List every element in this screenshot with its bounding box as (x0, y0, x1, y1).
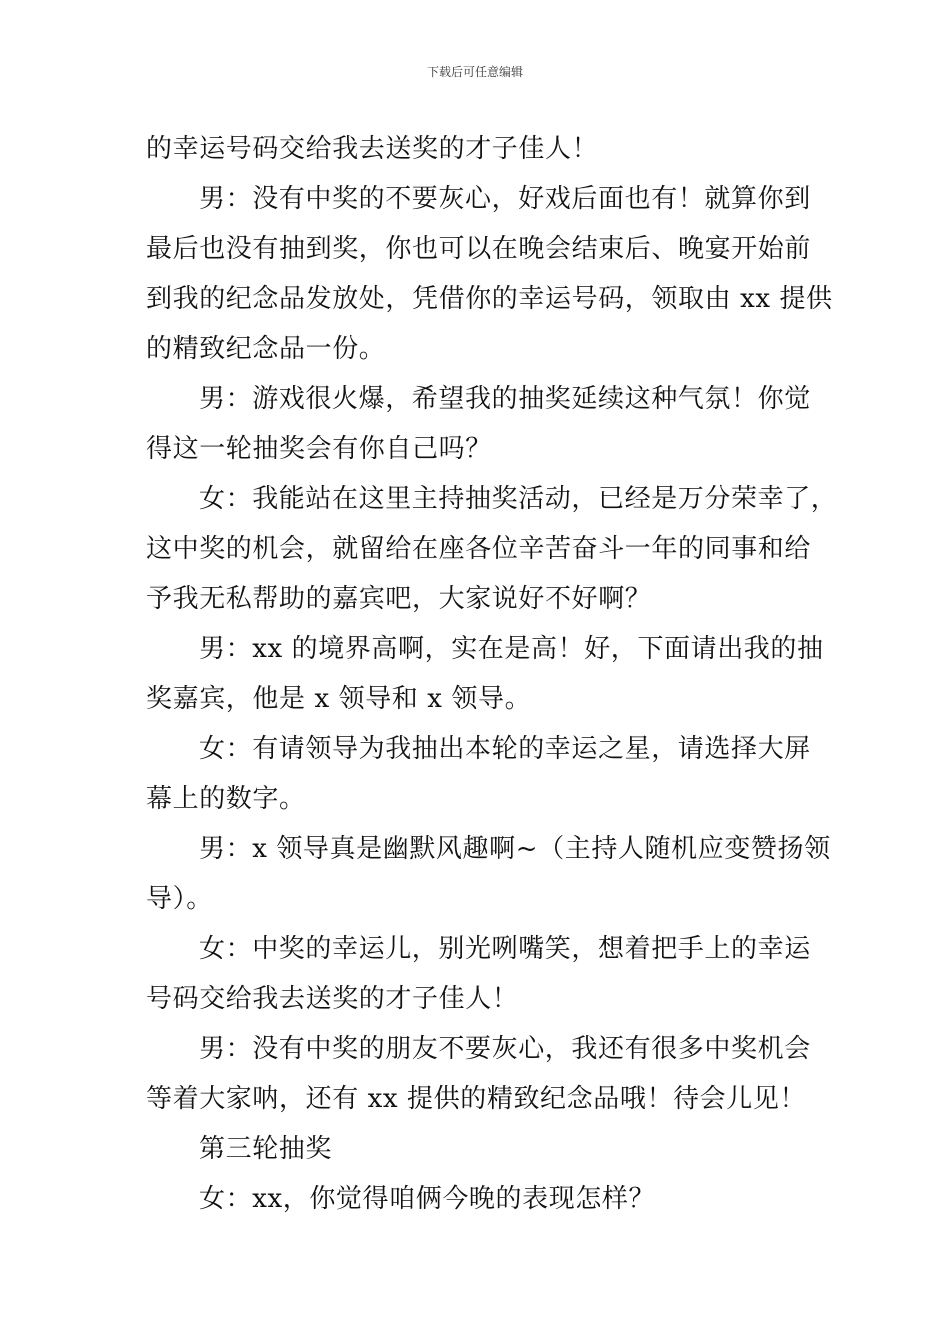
text-line: 女：有请领导为我抽出本轮的幸运之星，请选择大屏 (199, 734, 811, 764)
document-body (146, 124, 838, 1224)
text-line: 最后也没有抽到奖，你也可以在晚会结束后、晚宴开始前 (146, 234, 812, 264)
section-heading: 第三轮抽奖 (199, 1134, 333, 1164)
text-line: 这中奖的机会，就留给在座各位辛苦奋斗一年的同事和给 (146, 534, 812, 564)
text-line: 到我的纪念品发放处，凭借你的幸运号码，领取由 xx 提供 (146, 284, 833, 314)
text-line: 的幸运号码交给我去送奖的才子佳人！ (146, 134, 599, 164)
text-line: 男：xx 的境界高啊，实在是高！好，下面请出我的抽 (199, 634, 824, 664)
text-line: 女：xx，你觉得咱俩今晚的表现怎样？ (199, 1184, 656, 1214)
text-line: 男：游戏很火爆，希望我的抽奖延续这种气氛！你觉 (199, 384, 811, 414)
text-line: 导）。 (146, 884, 213, 914)
text-line: 等着大家呐，还有 xx 提供的精致纪念品哦！待会儿见！ (146, 1084, 807, 1114)
text-line: 号码交给我去送奖的才子佳人！ (146, 984, 519, 1014)
text-line: 女：中奖的幸运儿，别光咧嘴笑，想着把手上的幸运 (199, 934, 811, 964)
text-line: 得这一轮抽奖会有你自己吗？ (146, 434, 492, 464)
page-header-note: 下载后可任意编辑 (426, 65, 523, 79)
text-line: 予我无私帮助的嘉宾吧，大家说好不好啊？ (146, 584, 652, 614)
text-line: 男：没有中奖的朋友不要灰心，我还有很多中奖机会 (199, 1034, 811, 1064)
text-line: 幕上的数字。 (146, 784, 306, 814)
text-line: 的精致纪念品一份。 (146, 334, 386, 364)
text-line: 男：没有中奖的不要灰心，好戏后面也有！就算你到 (199, 184, 811, 214)
text-line: 女：我能站在这里主持抽奖活动，已经是万分荣幸了， (199, 484, 838, 514)
text-line: 男：x 领导真是幽默风趣啊~（主持人随机应变赞扬领 (199, 834, 831, 864)
text-line: 奖嘉宾，他是 x 领导和 x 领导。 (146, 684, 532, 714)
